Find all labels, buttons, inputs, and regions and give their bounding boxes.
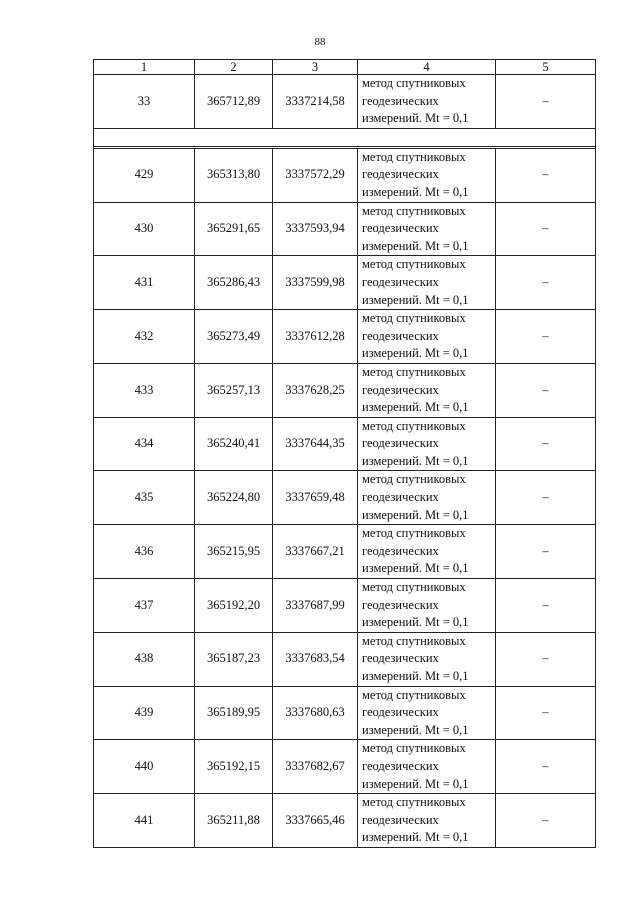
method-cell [358, 148, 496, 202]
method-cell [358, 579, 496, 633]
table-row [94, 686, 596, 740]
column-header: 4 [358, 60, 496, 75]
table-row [94, 310, 596, 364]
section-gap-row [94, 128, 596, 146]
y-coordinate-cell: 3337628,25 [273, 363, 358, 417]
method-text-line: метод спутниковых [362, 472, 466, 487]
method-cell [358, 794, 496, 848]
dash-cell: – [496, 632, 596, 686]
method-text-line: геодезических [362, 93, 439, 108]
point-number-cell: 435 [94, 471, 195, 525]
dash-cell: – [496, 579, 596, 633]
method-text-line: геодезических [362, 705, 439, 720]
point-number-cell: 441 [94, 794, 195, 848]
y-coordinate-cell: 3337680,63 [273, 686, 358, 740]
method-text-line: измерений. Mt = 0,1 [362, 184, 469, 199]
method-text-line: измерений. Mt = 0,1 [362, 238, 469, 253]
x-coordinate-cell: 365712,89 [195, 75, 273, 129]
point-number-cell: 432 [94, 310, 195, 364]
point-number-cell: 434 [94, 417, 195, 471]
method-text-line: геодезических [362, 490, 439, 505]
y-coordinate-cell: 3337214,58 [273, 75, 358, 129]
method-text-line: геодезических [362, 382, 439, 397]
point-number-cell: 430 [94, 202, 195, 256]
method-cell [358, 202, 496, 256]
method-text-line: метод спутниковых [362, 203, 466, 218]
table-row [94, 525, 596, 579]
dash-cell: – [496, 148, 596, 202]
method-text-line: метод спутниковых [362, 257, 466, 272]
dash-cell: – [496, 794, 596, 848]
x-coordinate-cell: 365257,13 [195, 363, 273, 417]
table-row [94, 75, 596, 129]
method-text-line: геодезических [362, 274, 439, 289]
section-gap-row-cell [94, 128, 596, 146]
method-text-line: метод спутниковых [362, 580, 466, 595]
x-coordinate-cell: 365291,65 [195, 202, 273, 256]
y-coordinate-cell: 3337644,35 [273, 417, 358, 471]
method-text-line: измерений. Mt = 0,1 [362, 830, 469, 845]
method-text-line: метод спутниковых [362, 364, 466, 379]
x-coordinate-cell: 365187,23 [195, 632, 273, 686]
point-number-cell: 33 [94, 75, 195, 129]
method-cell [358, 75, 496, 129]
page-number: 88 [314, 36, 326, 48]
dash-cell: – [496, 740, 596, 794]
y-coordinate-cell: 3337682,67 [273, 740, 358, 794]
method-cell [358, 310, 496, 364]
method-text-line: измерений. Mt = 0,1 [362, 111, 469, 126]
dash-cell: – [496, 363, 596, 417]
method-text-line: геодезических [362, 328, 439, 343]
method-text-line: геодезических [362, 221, 439, 236]
method-cell [358, 740, 496, 794]
method-text-line: геодезических [362, 543, 439, 558]
dash-cell: – [496, 256, 596, 310]
x-coordinate-cell: 365273,49 [195, 310, 273, 364]
method-cell [358, 363, 496, 417]
dash-cell: – [496, 686, 596, 740]
point-number-cell: 439 [94, 686, 195, 740]
x-coordinate-cell: 365189,95 [195, 686, 273, 740]
method-text-line: метод спутниковых [362, 687, 466, 702]
point-number-cell: 433 [94, 363, 195, 417]
method-text-line: геодезических [362, 167, 439, 182]
table-row [94, 740, 596, 794]
dash-cell: – [496, 417, 596, 471]
method-text-line: геодезических [362, 812, 439, 827]
coordinates-table [93, 59, 596, 848]
table-row [94, 148, 596, 202]
y-coordinate-cell: 3337612,28 [273, 310, 358, 364]
dash-cell: – [496, 471, 596, 525]
dash-cell: – [496, 75, 596, 129]
table-row [94, 579, 596, 633]
method-text-line: метод спутниковых [362, 526, 466, 541]
method-text-line: метод спутниковых [362, 795, 466, 810]
table-row [94, 363, 596, 417]
point-number-cell: 437 [94, 579, 195, 633]
method-text-line: измерений. Mt = 0,1 [362, 453, 469, 468]
method-cell [358, 256, 496, 310]
method-text-line: измерений. Mt = 0,1 [362, 400, 469, 415]
table-row [94, 794, 596, 848]
point-number-cell: 431 [94, 256, 195, 310]
y-coordinate-cell: 3337659,48 [273, 471, 358, 525]
method-text-line: метод спутниковых [362, 311, 466, 326]
table-row [94, 417, 596, 471]
table-row [94, 256, 596, 310]
y-coordinate-cell: 3337667,21 [273, 525, 358, 579]
x-coordinate-cell: 365286,43 [195, 256, 273, 310]
method-text-line: метод спутниковых [362, 741, 466, 756]
method-text-line: метод спутниковых [362, 149, 466, 164]
table-header-row [94, 60, 596, 75]
dash-cell: – [496, 202, 596, 256]
method-text-line: измерений. Mt = 0,1 [362, 776, 469, 791]
method-text-line: измерений. Mt = 0,1 [362, 615, 469, 630]
y-coordinate-cell: 3337593,94 [273, 202, 358, 256]
method-text-line: метод спутниковых [362, 76, 466, 90]
column-header: 1 [94, 60, 195, 75]
point-number-cell: 436 [94, 525, 195, 579]
method-text-line: геодезических [362, 597, 439, 612]
x-coordinate-cell: 365224,80 [195, 471, 273, 525]
method-cell [358, 686, 496, 740]
y-coordinate-cell: 3337572,29 [273, 148, 358, 202]
method-cell [358, 417, 496, 471]
dash-cell: – [496, 310, 596, 364]
x-coordinate-cell: 365192,15 [195, 740, 273, 794]
method-text-line: измерений. Mt = 0,1 [362, 722, 469, 737]
method-text-line: геодезических [362, 758, 439, 773]
point-number-cell: 438 [94, 632, 195, 686]
x-coordinate-cell: 365215,95 [195, 525, 273, 579]
method-text-line: измерений. Mt = 0,1 [362, 346, 469, 361]
y-coordinate-cell: 3337687,99 [273, 579, 358, 633]
y-coordinate-cell: 3337683,54 [273, 632, 358, 686]
table-row [94, 471, 596, 525]
method-text-line: геодезических [362, 436, 439, 451]
column-header: 5 [496, 60, 596, 75]
method-text-line: метод спутниковых [362, 418, 466, 433]
point-number-cell: 429 [94, 148, 195, 202]
method-cell [358, 632, 496, 686]
method-text-line: измерений. Mt = 0,1 [362, 669, 469, 683]
method-text-line: измерений. Mt = 0,1 [362, 507, 469, 522]
method-text-line: метод спутниковых [362, 633, 466, 648]
method-text-line: геодезических [362, 651, 439, 666]
dash-cell: – [496, 525, 596, 579]
column-header: 2 [195, 60, 273, 75]
method-cell [358, 471, 496, 525]
x-coordinate-cell: 365313,80 [195, 148, 273, 202]
x-coordinate-cell: 365240,41 [195, 417, 273, 471]
y-coordinate-cell: 3337599,98 [273, 256, 358, 310]
method-text-line: измерений. Mt = 0,1 [362, 292, 469, 307]
point-number-cell: 440 [94, 740, 195, 794]
x-coordinate-cell: 365211,88 [195, 794, 273, 848]
x-coordinate-cell: 365192,20 [195, 579, 273, 633]
table-row [94, 202, 596, 256]
method-cell [358, 525, 496, 579]
method-text-line: измерений. Mt = 0,1 [362, 561, 469, 576]
table-row [94, 632, 596, 686]
column-header: 3 [273, 60, 358, 75]
y-coordinate-cell: 3337665,46 [273, 794, 358, 848]
